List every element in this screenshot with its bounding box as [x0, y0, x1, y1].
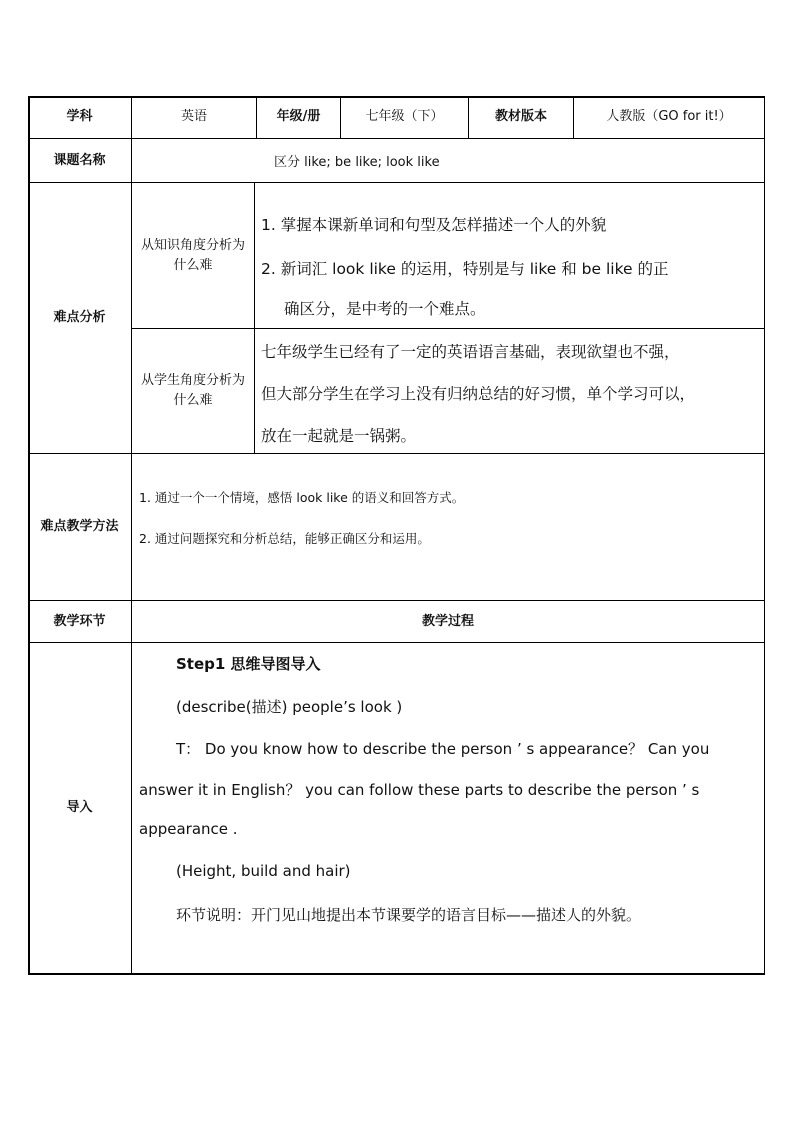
method-item-2: 2. 通过问题探究和分析总结，能够正确区分和运用。 [139, 531, 430, 546]
student-angle-label: 从学生角度分析为什么难 [140, 373, 245, 408]
grade-label: 年级/册 [276, 109, 321, 124]
process-label: 教学过程 [421, 613, 474, 629]
knowledge-angle-label: 从知识角度分析为什么难 [140, 237, 245, 273]
student-line-1: 七年级学生已经有了一定的英语语言基础，表现欲望也不强， [261, 343, 680, 361]
intro-line-1: (describe(描述) people’s look ) [176, 698, 403, 716]
subject-value: 英语 [180, 109, 207, 124]
intro-label: 导入 [66, 800, 93, 815]
method-item-1: 1. 通过一个一个情境，感悟 look like 的语义和回答方式。 [139, 490, 465, 505]
table-border-bottom [28, 973, 765, 975]
step-title: Step1 思维导图导入 [176, 655, 321, 673]
knowledge-line-2: 2. 新词汇 look like 的运用，特别是与 like 和 be like 的正 [261, 260, 669, 278]
knowledge-line-3: 确区分，是中考的一个难点。 [284, 300, 486, 318]
table-border-right [764, 96, 766, 975]
textbook-label: 教材版本 [494, 109, 547, 124]
row-divider [28, 138, 765, 139]
knowledge-line-1: 1. 掌握本课新单词和句型及怎样描述一个人的外貌 [261, 216, 607, 234]
student-line-2: 但大部分学生在学习上没有归纳总结的好习惯，单个学习可以， [261, 385, 696, 403]
student-line-3: 放在一起就是一锅粥。 [261, 427, 417, 445]
stage-label: 教学环节 [53, 613, 106, 629]
grade-value: 七年级（下） [365, 109, 444, 124]
topic-label: 课题名称 [53, 152, 106, 168]
difficulty-label: 难点分析 [53, 310, 106, 325]
lesson-plan-table [28, 96, 765, 975]
method-label: 难点教学方法 [40, 519, 119, 534]
col-divider [254, 182, 255, 453]
row-divider [28, 642, 765, 643]
subject-label: 学科 [66, 109, 93, 124]
col-divider [131, 96, 132, 975]
intro-line-2: T： Do you know how to describe the person ’ s appearance？ Can you [176, 740, 710, 758]
intro-line-4: appearance . [139, 820, 238, 838]
topic-value: 区分 like; be like; look like [274, 155, 440, 170]
textbook-value: 人教版（GO for it!） [606, 109, 732, 124]
intro-line-3: answer it in English？ you can follow these parts to describe the person ’ s [139, 781, 700, 799]
intro-line-5: (Height, build and hair) [176, 862, 351, 880]
row-divider [28, 453, 765, 454]
intro-line-6: 环节说明：开门见山地提出本节课要学的语言目标——描述人的外貌。 [176, 906, 642, 924]
